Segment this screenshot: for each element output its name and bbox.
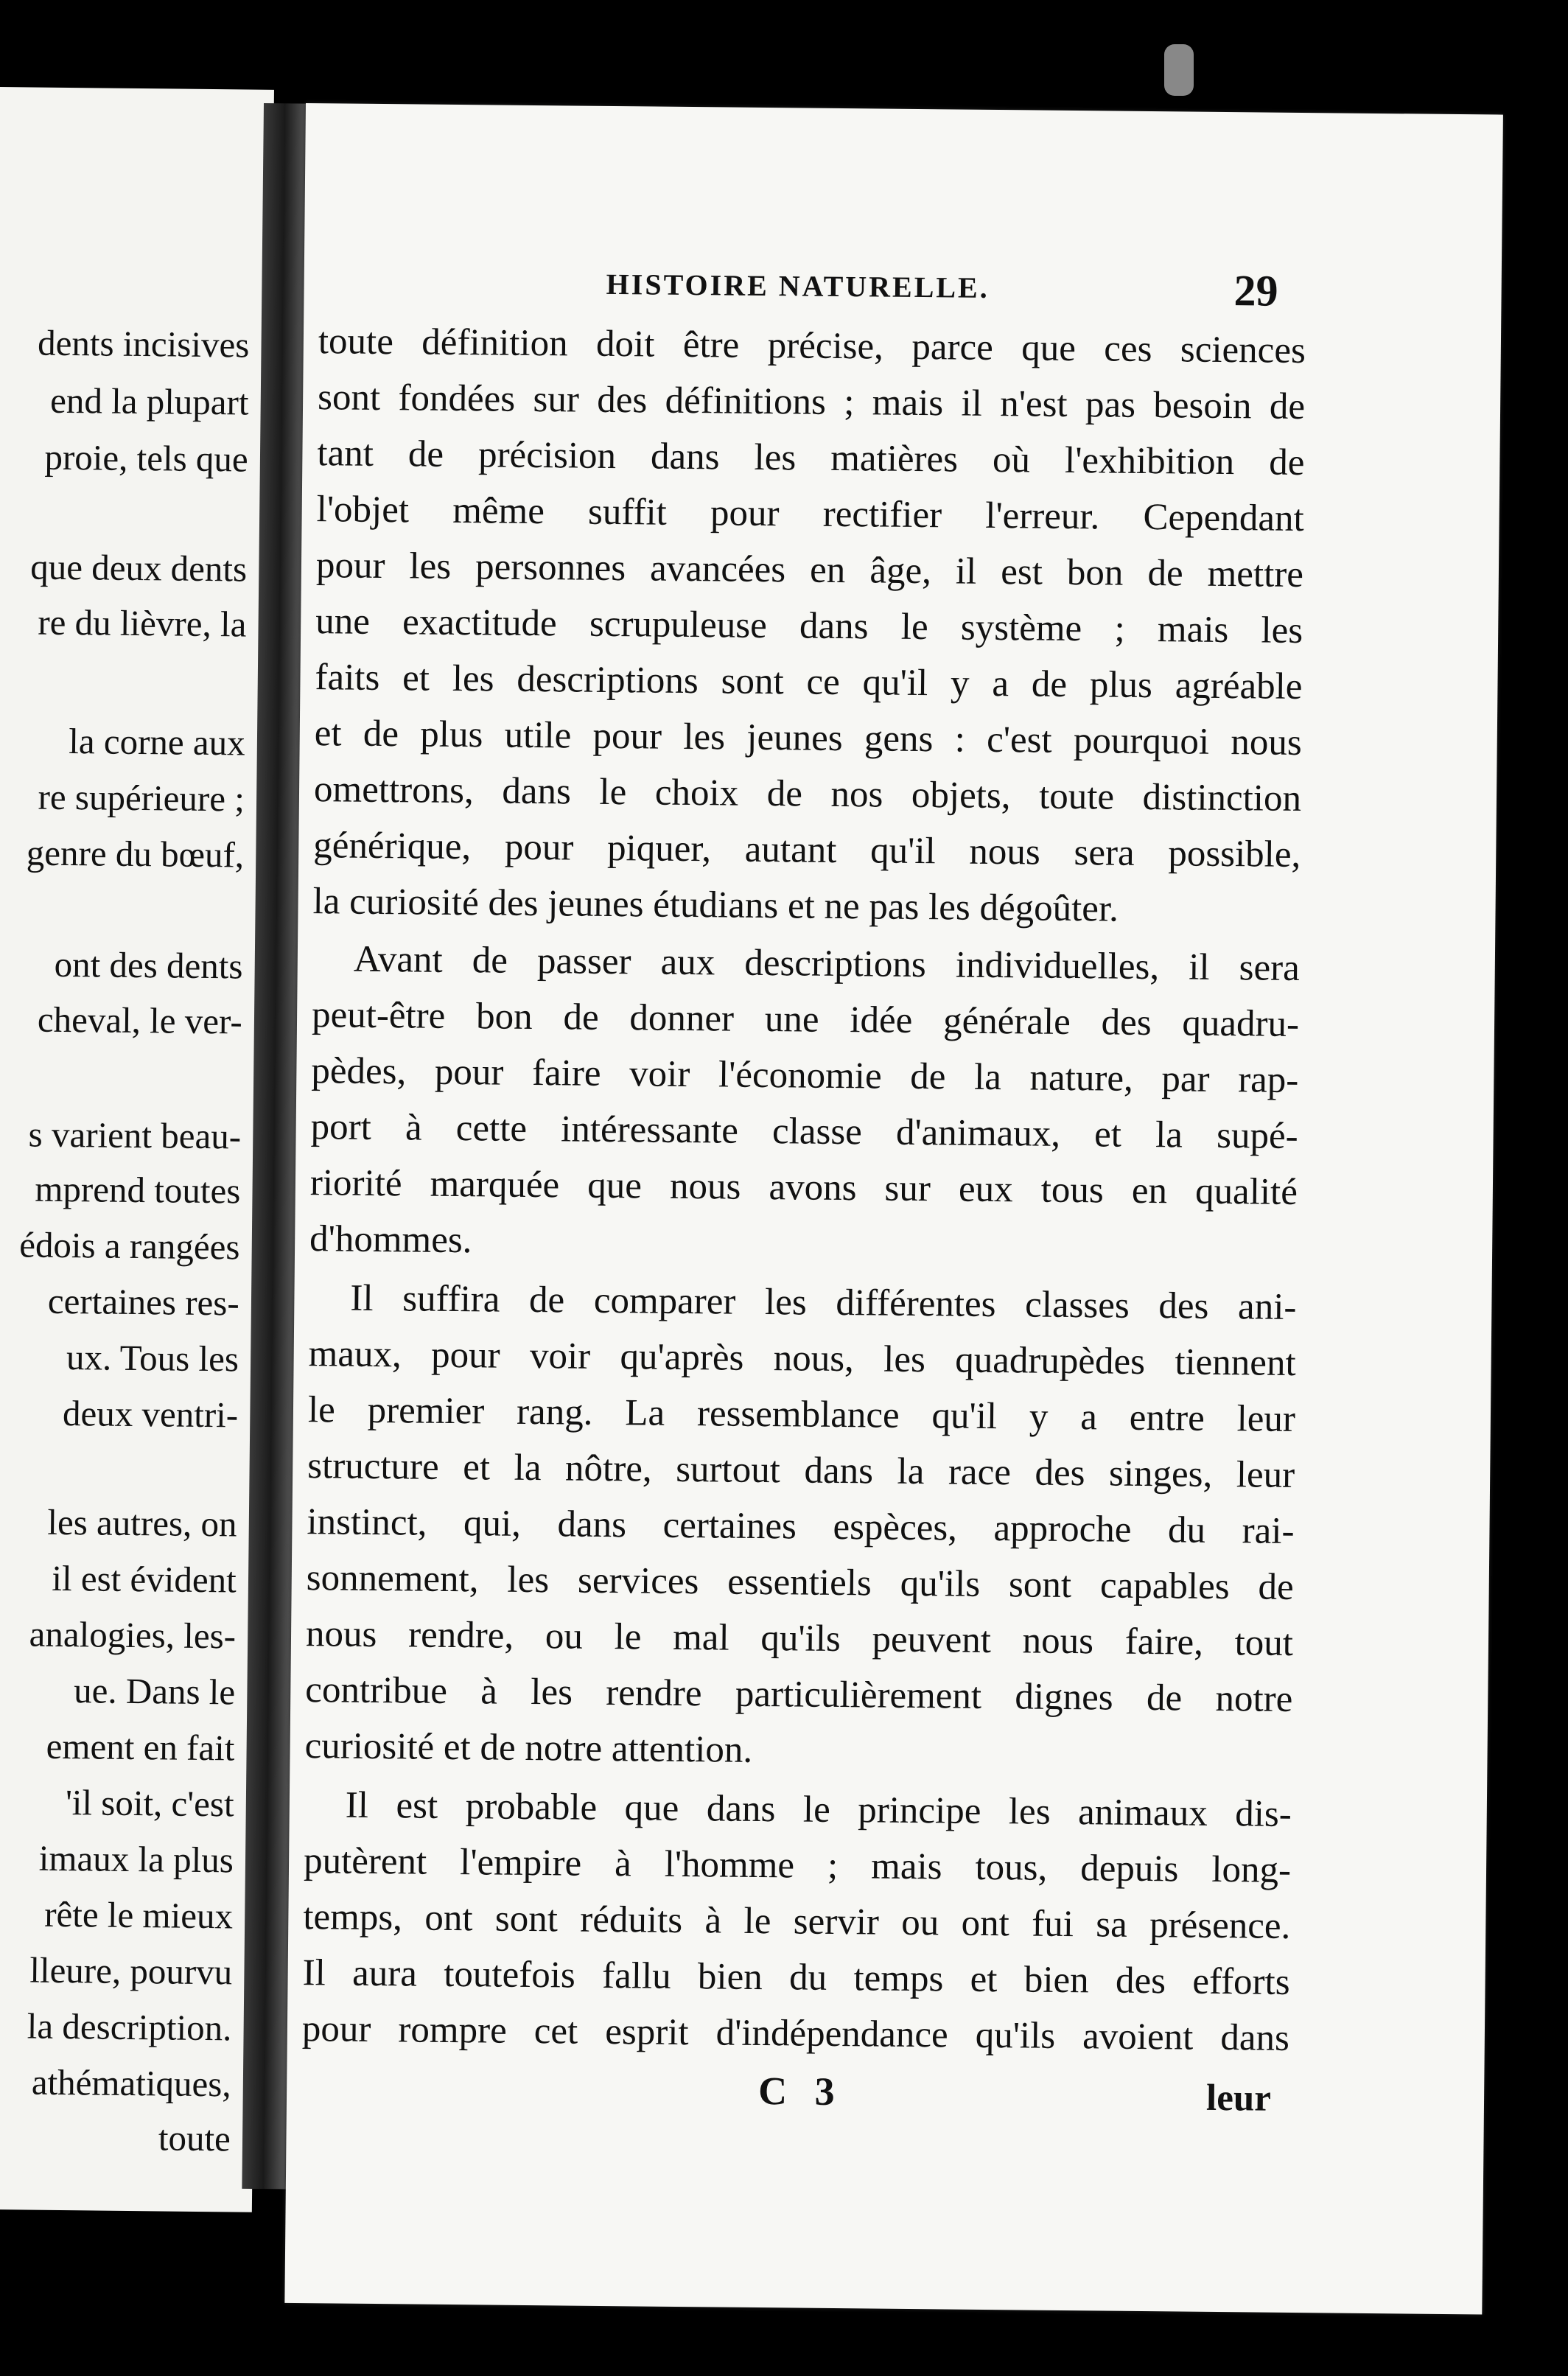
left-text-line: 'il soit, c'est xyxy=(65,1782,234,1825)
left-text-line: end la plupart xyxy=(49,380,249,423)
text-line: maux, pour voir qu'après nous, les quadrupèdes tiennent xyxy=(308,1333,1296,1384)
left-text-line: cheval, le ver- xyxy=(37,999,243,1042)
text-line: contribue à les rendre particulièrement dignes de notre xyxy=(305,1669,1293,1720)
left-text-line: re supérieure ; xyxy=(38,776,245,820)
text-line: Il suffira de comparer les différentes classes des ani- xyxy=(350,1277,1297,1328)
left-text-line: il est évident xyxy=(52,1557,237,1601)
text-line: générique, pour piquer, autant qu'il nous sera possible, xyxy=(313,825,1301,876)
left-text-line: la corne aux xyxy=(68,721,245,764)
left-text-line: certaines res- xyxy=(47,1280,240,1324)
text-line: curiosité et de notre attention. xyxy=(304,1725,753,1771)
text-line: Il aura toutefois fallu bien du temps et bien des efforts xyxy=(302,1952,1290,2003)
left-text-line: lleure, pourvu xyxy=(29,1949,233,1993)
left-text-line: ont des dents xyxy=(54,943,243,987)
text-line: port à cette intéressante classe d'animaux, et la supé- xyxy=(310,1106,1298,1157)
left-text-line: s varient beau- xyxy=(28,1114,242,1157)
page-number: 29 xyxy=(1233,266,1278,315)
film-artifact xyxy=(1164,44,1194,96)
left-text-line: dents incisives xyxy=(37,322,250,366)
text-line: l'objet même suffit pour rectifier l'erreur. Cependant xyxy=(316,489,1304,540)
left-text-line: athématiques, xyxy=(31,2061,231,2105)
text-line: faits et les descriptions sont ce qu'il y a de plus agréable xyxy=(315,657,1303,708)
left-text-line: proie, tels que xyxy=(44,436,249,480)
left-text-line: genre du bœuf, xyxy=(26,832,245,876)
text-line: d'hommes. xyxy=(309,1218,472,1262)
text-line: sont fondées sur des définitions ; mais il n'est pas besoin de xyxy=(317,377,1306,428)
text-line: pour rompre cet esprit d'indépendance qu'ils avoient dans xyxy=(301,2008,1290,2059)
text-line: temps, ont sont réduits à le servir ou ont fui sa présence. xyxy=(303,1896,1291,1947)
text-line: putèrent l'empire à l'homme ; mais tous, depuis long- xyxy=(303,1840,1292,1891)
catchword: leur xyxy=(1205,2077,1272,2120)
text-line: nous rendre, ou le mal qu'ils peuvent nous faire, tout xyxy=(305,1613,1294,1664)
left-text-line: ue. Dans le xyxy=(73,1670,236,1713)
left-text-line: ement en fait xyxy=(46,1725,235,1769)
left-text-line: toute xyxy=(158,2117,231,2159)
left-text-line: édois a rangées xyxy=(18,1224,240,1268)
text-line: tant de précision dans les matières où l'exhibition de xyxy=(317,433,1305,484)
running-head: HISTOIRE NATURELLE. xyxy=(606,267,990,304)
left-text-line: les autres, on xyxy=(47,1501,237,1545)
left-text-line: rête le mieux xyxy=(43,1893,234,1937)
text-line: Avant de passer aux descriptions individuelles, il sera xyxy=(353,938,1301,990)
left-text-line: analogies, les- xyxy=(29,1613,237,1657)
text-line: peut-être bon de donner une idée générale des quadru- xyxy=(311,994,1300,1045)
text-line: pour les personnes avancées en âge, il est bon de mettre xyxy=(315,545,1304,596)
text-line: pèdes, pour faire voir l'économie de la nature, par rap- xyxy=(311,1050,1299,1101)
left-page xyxy=(0,87,274,2212)
text-line: instinct, qui, dans certaines espèces, approche du rai- xyxy=(307,1501,1295,1552)
text-line: structure et la nôtre, surtout dans la race des singes, leur xyxy=(307,1445,1295,1496)
left-text-line: la description. xyxy=(27,2005,232,2049)
left-text-line: re du lièvre, la xyxy=(38,601,247,645)
signature-mark: C 3 xyxy=(757,2069,844,2114)
text-line: sonnement, les services essentiels qu'ils sont capables de xyxy=(306,1557,1294,1608)
left-text-line: que deux dents xyxy=(29,546,248,590)
text-line: omettrons, dans le choix de nos objets, toute distinction xyxy=(313,769,1302,820)
left-text-line: mprend toutes xyxy=(35,1168,241,1212)
text-line: le premier rang. La ressemblance qu'il y a entre leur xyxy=(307,1389,1296,1440)
text-line: et de plus utile pour les jeunes gens : c'est pourquoi nous xyxy=(314,713,1302,764)
text-line: une exactitude scrupuleuse dans le système ; mais les xyxy=(315,601,1303,652)
left-text-line: imaux la plus xyxy=(38,1837,234,1881)
text-line: la curiosité des jeunes étudians et ne pas les dégoûter. xyxy=(312,881,1119,930)
text-line: Il est probable que dans le principe les animaux dis- xyxy=(345,1784,1292,1835)
left-text-line: ux. Tous les xyxy=(66,1337,239,1380)
text-line: toute définition doit être précise, parce que ces sciences xyxy=(318,321,1306,372)
right-page xyxy=(284,103,1503,2314)
left-text-line: deux ventri- xyxy=(62,1392,239,1436)
text-line: riorité marquée que nous avons sur eux tous en qualité xyxy=(309,1162,1298,1213)
